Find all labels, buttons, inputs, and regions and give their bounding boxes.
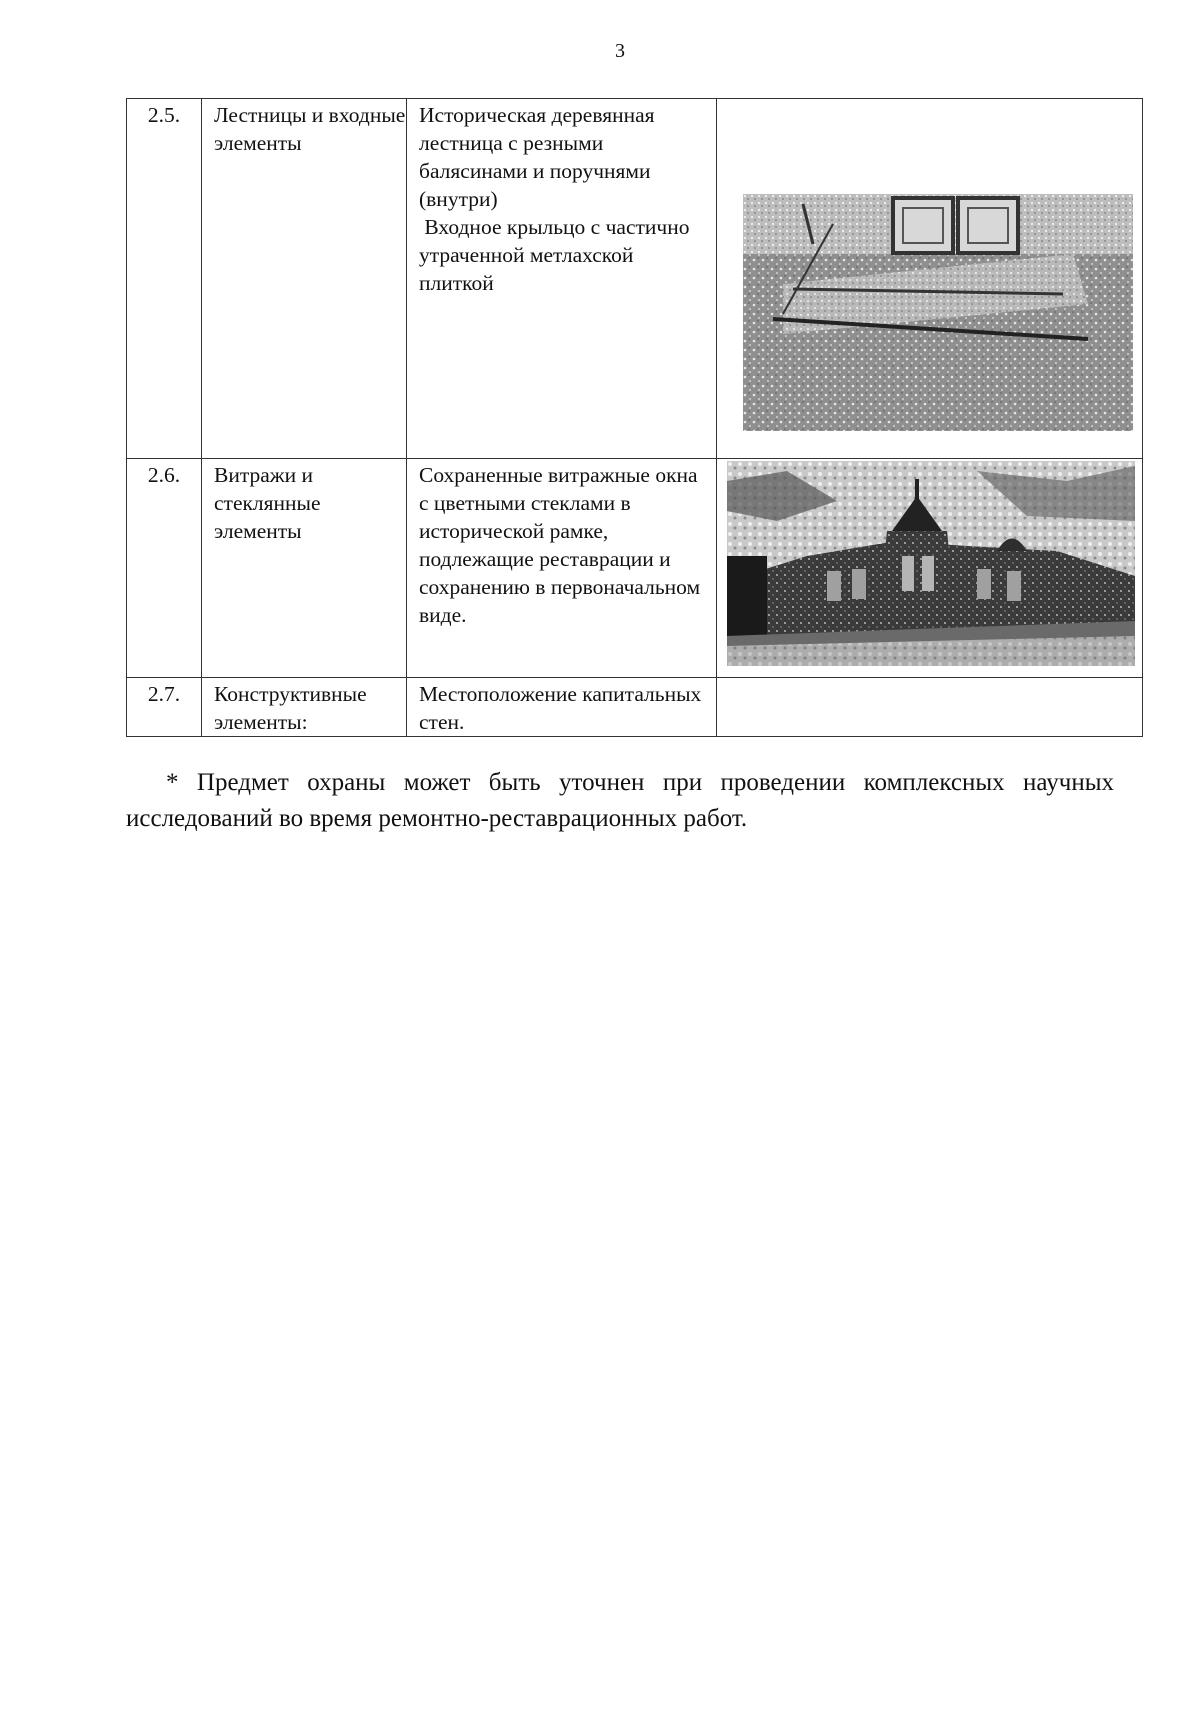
- element-name: Конструктивные элементы:: [202, 678, 407, 737]
- row-number: 2.7.: [127, 678, 202, 737]
- photo-cell: [717, 99, 1143, 459]
- row-number: 2.6.: [127, 459, 202, 678]
- footnote: * Предмет охраны может быть уточнен при проведении комплексных научных исследований во время ремонтно-реставрационных работ.: [126, 769, 1114, 832]
- description-line: Историческая деревянная лестница с резными балясинами и поручнями (внутри): [419, 103, 660, 211]
- protection-table: [126, 98, 1143, 737]
- table-row: [127, 99, 1143, 459]
- entrance-porch-photo: [743, 194, 1133, 431]
- table-row: [127, 459, 1143, 678]
- table-row: [127, 678, 1143, 737]
- element-name: Витражи и стеклянные элементы: [202, 459, 407, 678]
- element-description: [407, 99, 717, 459]
- page-number: 3: [615, 40, 625, 62]
- element-name: Лестницы и входные элементы: [202, 99, 407, 459]
- historic-building-photo: [727, 461, 1135, 666]
- description-line: Сохраненные витражные окна с цветными стеклами в исторической рамке, подлежащие реставрации и сохранению в первоначальном виде.: [419, 463, 706, 627]
- element-description: [407, 459, 717, 678]
- row-number: 2.5.: [127, 99, 202, 459]
- description-line: Входное крыльцо с частично утраченной метлахской плиткой: [419, 215, 695, 295]
- description-line: Местоположение капитальных стен.: [419, 682, 707, 734]
- photo-cell: [717, 678, 1143, 737]
- photo-cell: [717, 459, 1143, 678]
- element-description: [407, 678, 717, 737]
